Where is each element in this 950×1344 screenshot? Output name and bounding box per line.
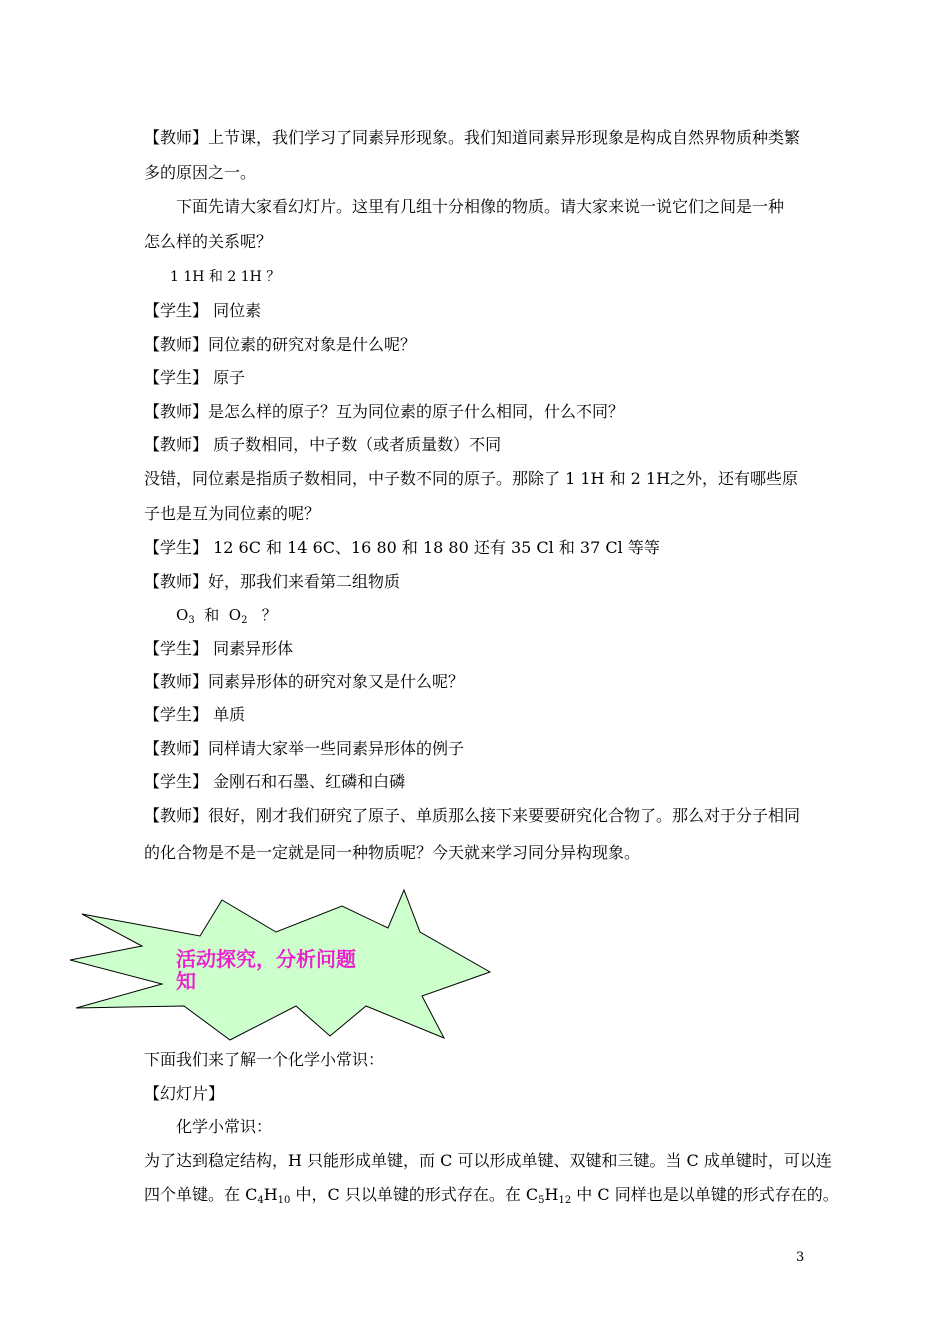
text-line: 【幻灯片】 <box>144 1084 225 1103</box>
text-line: 怎么样的关系呢？ <box>144 232 273 251</box>
formula-line: 四个单键。在 $C_4H_{10}$ 中，C 只以单键的形式存在。在 $C_5H_{12}$ 中 C 同样也是以单键的形式存在的。 <box>144 1185 839 1206</box>
text-line: 为了达到稳定结构，H 只能形成单键，而 C 可以形成单键、双键和三键。当 C 成单键时，可以连 <box>144 1151 832 1170</box>
and-word: 和 <box>204 606 220 624</box>
banner-title: 活动探究，分析问题 <box>176 947 356 971</box>
text-line: 子也是互为同位素的呢？ <box>144 504 321 523</box>
o3-formula: $O_3$ <box>176 606 195 626</box>
oxygen-line <box>176 605 277 625</box>
text-line: 下面我们来了解一个化学小常识： <box>144 1050 385 1069</box>
text-line: 【教师】很好，刚才我们研究了原子、单质那么接下来要要研究化合物了。那么对于分子相同 <box>144 806 801 825</box>
page-number: 3 <box>796 1250 805 1265</box>
text-line: 【教师】是怎么样的原子？互为同位素的原子什么相同，什么不同？ <box>144 402 625 421</box>
text-line: 多的原因之一。 <box>144 163 257 182</box>
text-line: 【教师】同样请大家举一些同素异形体的例子 <box>144 739 465 758</box>
text-line: 【教师】好，那我们来看第二组物质 <box>144 572 401 591</box>
text-line: 【学生】 同素异形体 <box>144 639 294 658</box>
text-line: 【学生】 同位素 <box>144 301 262 320</box>
text-line: 【学生】 12 6C 和 14 6C、16 80 和 18 80 还有 35 Cl 和 37 Cl 等等 <box>144 538 660 557</box>
text-line: 没错，同位素是指质子数相同，中子数不同的原子。那除了 1 1H 和 2 1H之外，还有哪些原 <box>144 469 799 488</box>
o2-formula: $O_2$ <box>228 606 248 626</box>
text-line: 【学生】 金刚石和石墨、红磷和白磷 <box>144 772 406 791</box>
text-line: 化学小常识： <box>176 1117 273 1136</box>
question-mark: ？ <box>261 606 277 624</box>
text-line: 下面先请大家看幻灯片。这里有几组十分相像的物质。请大家来说一说它们之间是一种 <box>176 197 785 216</box>
text-line: 【教师】同素异形体的研究对象又是什么呢？ <box>144 672 465 691</box>
text-line: 【教师】同位素的研究对象是什么呢？ <box>144 335 417 354</box>
text-line: 1 1H 和 2 1H ？ <box>170 269 281 285</box>
text-line: 【学生】 原子 <box>144 368 246 387</box>
text-line: 【教师】 质子数相同，中子数（或者质量数）不同 <box>144 435 502 454</box>
banner-title-overflow: 知 <box>176 969 196 993</box>
text-line: 【教师】上节课，我们学习了同素异形现象。我们知道同素异形现象是构成自然界物质种类繁 <box>144 128 801 147</box>
text-line: 【学生】 单质 <box>144 705 246 724</box>
text-line: 的化合物是不是一定就是同一种物质呢？今天就来学习同分异构现象。 <box>144 843 641 862</box>
